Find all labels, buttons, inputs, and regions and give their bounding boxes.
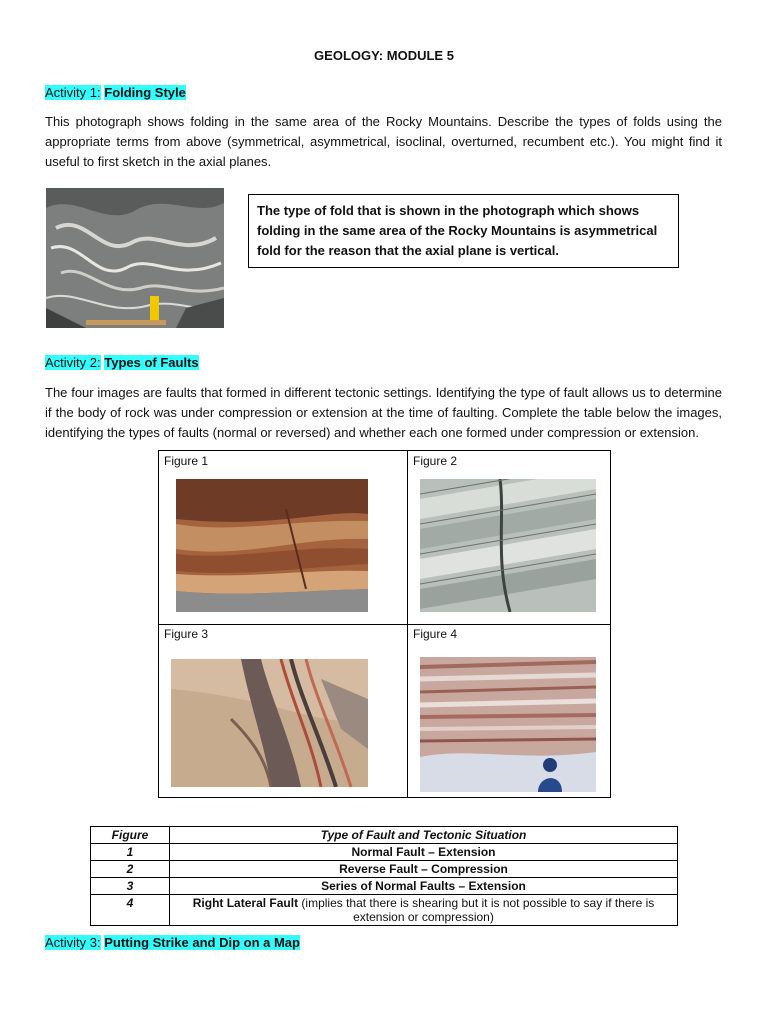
table-cell-type: Right Lateral Fault (implies that there is shearing but it is not possible to say if there is extension or compression) bbox=[170, 895, 678, 926]
table-row bbox=[91, 878, 678, 895]
table-header-type: Type of Fault and Tectonic Situation bbox=[170, 827, 678, 844]
table-cell-figure: 1 bbox=[91, 844, 170, 861]
table-cell-type: Reverse Fault – Compression bbox=[170, 861, 678, 878]
activity-3-prefix: Activity 3: bbox=[45, 935, 101, 950]
activity-1-heading bbox=[45, 85, 186, 100]
activity-3-title: Putting Strike and Dip on a Map bbox=[104, 935, 300, 950]
activity-1-description: This photograph shows folding in the same area of the Rocky Mountains. Describe the types of folds using the appropriate terms from above (symmetrical, asymmetrical, isoclinal, overturned, recumbent etc.). You might find it useful to first sketch in the axial planes. bbox=[45, 114, 722, 169]
table-header-row bbox=[91, 827, 678, 844]
figure-1-label: Figure 1 bbox=[164, 454, 209, 468]
table-cell-type: Normal Fault – Extension bbox=[170, 844, 678, 861]
table-row bbox=[91, 861, 678, 878]
figure-2-photo bbox=[420, 479, 596, 612]
table-cell-figure: 2 bbox=[91, 861, 170, 878]
activity-2-title: Types of Faults bbox=[104, 355, 199, 370]
activity-2-heading bbox=[45, 355, 199, 370]
activity-1-answer-box: The type of fold that is shown in the photograph which shows folding in the same area of the Rocky Mountains is asymmetrical fold for the reason that the axial plane is vertical. bbox=[248, 194, 679, 268]
figure-4-photo bbox=[420, 657, 596, 792]
figure-3-photo bbox=[171, 659, 368, 787]
activity-1-prefix: Activity 1: bbox=[45, 85, 101, 100]
table-row bbox=[91, 844, 678, 861]
figure-4-label: Figure 4 bbox=[413, 627, 458, 641]
figure-3-label: Figure 3 bbox=[164, 627, 209, 641]
table-header-figure: Figure bbox=[91, 827, 170, 844]
table-cell-figure: 3 bbox=[91, 878, 170, 895]
table-row bbox=[91, 895, 678, 926]
fault-table bbox=[90, 826, 678, 926]
activity-2-prefix: Activity 2: bbox=[45, 355, 101, 370]
table-cell-figure: 4 bbox=[91, 895, 170, 926]
figure-2-label: Figure 2 bbox=[413, 454, 458, 468]
folding-photo bbox=[46, 188, 224, 328]
figure-1-photo bbox=[176, 479, 368, 612]
activity-1-title: Folding Style bbox=[104, 85, 186, 100]
figure-grid bbox=[158, 450, 611, 798]
activity-3-heading bbox=[45, 935, 300, 950]
page-title: GEOLOGY: MODULE 5 bbox=[314, 48, 454, 63]
table-cell-type: Series of Normal Faults – Extension bbox=[170, 878, 678, 895]
activity-2-description: The four images are faults that formed in different tectonic settings. Identifying the type of fault allows us to determine if the body of rock was under compression or extension at the time of faulting. Complete the table below the images, identifying the types of faults (normal or reversed) and whether each one formed under compression or extension. bbox=[45, 385, 722, 440]
grid-divider-horizontal bbox=[159, 624, 610, 625]
